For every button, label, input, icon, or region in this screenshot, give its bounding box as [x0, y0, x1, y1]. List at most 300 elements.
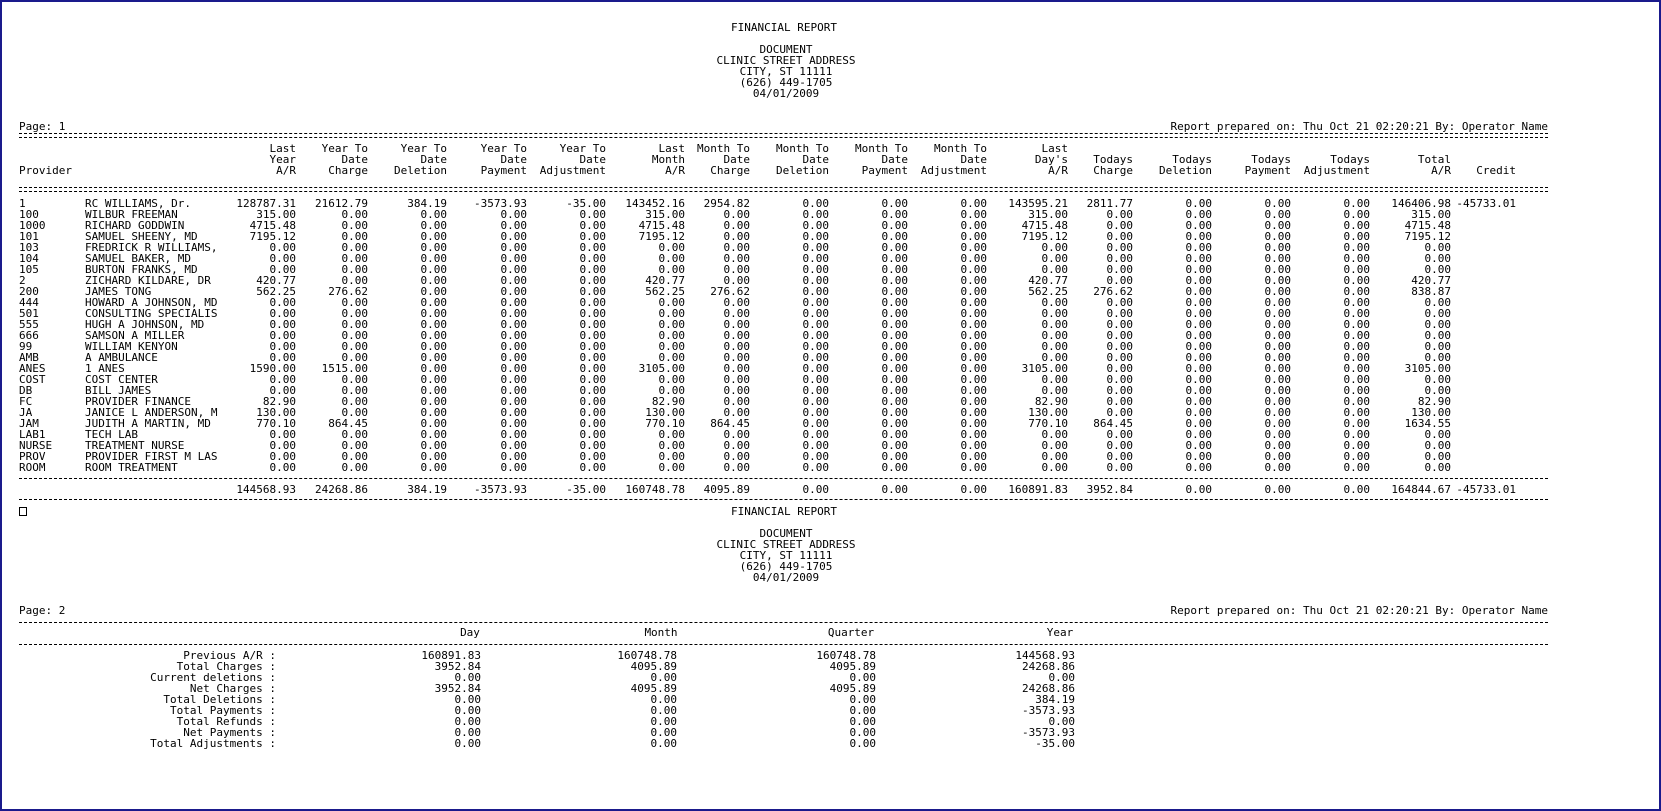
- table-cell: 0.00: [269, 307, 296, 320]
- prepared-on: Report prepared on: Thu Oct 21 02:20:21 By: Operator Name: [1170, 604, 1548, 617]
- table-cell: 0.00: [500, 241, 527, 254]
- column-header-line: Last: [269, 142, 296, 155]
- summary-cell: -3573.93: [1022, 704, 1075, 717]
- table-cell: 0.00: [1185, 230, 1212, 243]
- table-cell: 0.00: [420, 296, 447, 309]
- table-cell: 0.00: [1424, 450, 1451, 463]
- column-header-line: Year To: [321, 142, 368, 155]
- table-cell: 0.00: [960, 219, 987, 232]
- provider-code: 1: [19, 197, 26, 210]
- table-cell: 0.00: [1185, 384, 1212, 397]
- table-cell: 0.00: [658, 461, 685, 474]
- table-cell: 420.77: [645, 274, 685, 287]
- table-cell: 0.00: [723, 439, 750, 452]
- table-cell: 0.00: [500, 450, 527, 463]
- table-cell: -35.00: [566, 197, 606, 210]
- provider-name: TREATMENT NURSE: [85, 439, 185, 452]
- summary-cell: 0.00: [1048, 671, 1075, 684]
- table-cell: 0.00: [1106, 340, 1133, 353]
- table-cell: 0.00: [579, 208, 606, 221]
- table-cell: 0.00: [723, 296, 750, 309]
- table-cell: 0.00: [269, 439, 296, 452]
- table-cell: 0.00: [1424, 307, 1451, 320]
- header-line-address: CLINIC STREET ADDRESS: [716, 538, 856, 551]
- table-cell: 0.00: [1343, 395, 1370, 408]
- summary-column-header: Quarter: [827, 626, 875, 639]
- provider-name: ROOM TREATMENT: [85, 461, 178, 474]
- table-cell: 0.00: [802, 296, 829, 309]
- table-cell: 0.00: [881, 263, 908, 276]
- table-cell: 0.00: [1185, 197, 1212, 210]
- column-header-line: Todays: [1093, 153, 1133, 166]
- table-cell: 0.00: [658, 307, 685, 320]
- provider-code: DB: [19, 384, 33, 397]
- table-cell: 0.00: [960, 285, 987, 298]
- table-cell: 0.00: [723, 230, 750, 243]
- table-cell: 3105.00: [1404, 362, 1451, 375]
- table-cell: 0.00: [1106, 296, 1133, 309]
- column-header-line: Credit: [1476, 164, 1516, 177]
- table-cell: 0.00: [341, 439, 368, 452]
- table-cell: 276.62: [1093, 285, 1133, 298]
- table-cell: 0.00: [802, 351, 829, 364]
- table-cell: 0.00: [723, 274, 750, 287]
- table-cell: 128787.31: [236, 197, 296, 210]
- summary-cell: 4095.89: [829, 660, 876, 673]
- table-cell: 0.00: [1185, 340, 1212, 353]
- column-header-line: Deletion: [1159, 164, 1212, 177]
- table-cell: 0.00: [802, 285, 829, 298]
- table-cell: 0.00: [1343, 450, 1370, 463]
- provider-code: 501: [19, 307, 39, 320]
- table-cell: 0.00: [269, 384, 296, 397]
- provider-code: 104: [19, 252, 39, 265]
- table-cell: 0.00: [1424, 428, 1451, 441]
- column-header-line: Date: [420, 153, 447, 166]
- provider-code: 2: [19, 274, 26, 287]
- table-cell: 7195.12: [249, 230, 296, 243]
- total-cell: 0.00: [1185, 483, 1212, 496]
- provider-name: 1 ANES: [85, 362, 125, 375]
- total-cell: 384.19: [407, 483, 447, 496]
- table-cell: 0.00: [579, 461, 606, 474]
- table-cell: 0.00: [1343, 406, 1370, 419]
- header-line-address: CLINIC STREET ADDRESS: [716, 54, 856, 67]
- table-cell: 0.00: [1041, 351, 1068, 364]
- table-cell: 0.00: [881, 362, 908, 375]
- table-cell: 315.00: [256, 208, 296, 221]
- table-cell: 21612.79: [315, 197, 368, 210]
- table-cell: 0.00: [579, 417, 606, 430]
- table-cell: 0.00: [960, 417, 987, 430]
- total-cell: 164844.67: [1391, 483, 1451, 496]
- table-cell: 0.00: [960, 329, 987, 342]
- table-cell: 0.00: [881, 461, 908, 474]
- column-header-line: Deletion: [394, 164, 447, 177]
- table-cell: 0.00: [723, 307, 750, 320]
- table-cell: 0.00: [658, 428, 685, 441]
- table-cell: 4715.48: [1021, 219, 1068, 232]
- table-cell: 0.00: [1343, 461, 1370, 474]
- table-cell: 0.00: [1264, 406, 1291, 419]
- table-cell: 82.90: [262, 395, 296, 408]
- table-cell: 276.62: [710, 285, 750, 298]
- table-cell: 384.19: [407, 197, 447, 210]
- table-cell: 0.00: [500, 461, 527, 474]
- table-cell: 315.00: [1411, 208, 1451, 221]
- total-cell: 0.00: [881, 483, 908, 496]
- total-cell: 0.00: [802, 483, 829, 496]
- table-cell: 0.00: [341, 373, 368, 386]
- table-cell: 0.00: [1106, 406, 1133, 419]
- report-title-page2: FINANCIAL REPORT: [731, 505, 837, 518]
- table-cell: 0.00: [1343, 285, 1370, 298]
- table-cell: 0.00: [881, 395, 908, 408]
- table-cell: 0.00: [658, 318, 685, 331]
- table-cell: 0.00: [1343, 340, 1370, 353]
- table-cell: 4715.48: [1404, 219, 1451, 232]
- table-cell: 0.00: [1264, 230, 1291, 243]
- provider-code: 99: [19, 340, 33, 353]
- table-cell: 0.00: [1041, 318, 1068, 331]
- table-cell: 0.00: [1106, 230, 1133, 243]
- table-cell: 0.00: [1106, 362, 1133, 375]
- table-cell: 3105.00: [1021, 362, 1068, 375]
- table-cell: 0.00: [881, 439, 908, 452]
- table-cell: 0.00: [1185, 318, 1212, 331]
- table-cell: 315.00: [645, 208, 685, 221]
- table-cell: 0.00: [500, 263, 527, 276]
- column-header-line: Adjustment: [920, 164, 987, 177]
- table-cell: 0.00: [723, 428, 750, 441]
- table-cell: 0.00: [1185, 417, 1212, 430]
- table-cell: 0.00: [1424, 296, 1451, 309]
- provider-code: 555: [19, 318, 39, 331]
- table-cell: 0.00: [420, 219, 447, 232]
- table-cell: 0.00: [1264, 329, 1291, 342]
- provider-name: TECH LAB: [85, 428, 138, 441]
- table-cell: 0.00: [960, 406, 987, 419]
- table-cell: 0.00: [1424, 318, 1451, 331]
- table-cell: 0.00: [579, 428, 606, 441]
- table-cell: 0.00: [1041, 450, 1068, 463]
- provider-name: COST CENTER: [85, 373, 158, 386]
- table-cell: 0.00: [420, 417, 447, 430]
- column-header-line: Charge: [710, 164, 750, 177]
- table-cell: 0.00: [723, 318, 750, 331]
- column-header-line: Last: [658, 142, 685, 155]
- provider-name: JAMES TONG: [85, 285, 152, 298]
- table-cell: 0.00: [1343, 329, 1370, 342]
- table-cell: 130.00: [256, 406, 296, 419]
- table-cell: 0.00: [960, 208, 987, 221]
- table-cell: 0.00: [1424, 439, 1451, 452]
- table-cell: 420.77: [1411, 274, 1451, 287]
- summary-cell: 0.00: [650, 726, 677, 739]
- page-number: Page: 2: [19, 604, 66, 617]
- table-cell: 0.00: [802, 241, 829, 254]
- table-cell: 0.00: [500, 439, 527, 452]
- table-cell: 0.00: [1264, 274, 1291, 287]
- summary-cell: 0.00: [849, 737, 876, 750]
- table-cell: 0.00: [579, 307, 606, 320]
- summary-column-header: Year: [1046, 626, 1074, 639]
- table-cell: 420.77: [1028, 274, 1068, 287]
- table-cell: 7195.12: [1404, 230, 1451, 243]
- table-cell: 0.00: [420, 351, 447, 364]
- provider-code: ANES: [19, 362, 46, 375]
- table-cell: 864.45: [328, 417, 368, 430]
- table-cell: 0.00: [500, 417, 527, 430]
- provider-name: PROVIDER FIRST M LAS: [85, 450, 218, 463]
- provider-name: BURTON FRANKS, MD: [85, 263, 198, 276]
- table-cell: 0.00: [802, 362, 829, 375]
- summary-row-label: Net Payments :: [183, 726, 276, 739]
- table-cell: 0.00: [500, 384, 527, 397]
- table-cell: 0.00: [1041, 263, 1068, 276]
- summary-row-label: Previous A/R :: [183, 649, 276, 662]
- table-cell: 143452.16: [625, 197, 685, 210]
- column-header-line: Todays: [1251, 153, 1291, 166]
- table-cell: 0.00: [960, 351, 987, 364]
- table-cell: 0.00: [1185, 252, 1212, 265]
- table-cell: 0.00: [960, 274, 987, 287]
- provider-code: JAM: [19, 417, 39, 430]
- table-cell: 0.00: [579, 230, 606, 243]
- column-header-line: Year To: [400, 142, 447, 155]
- table-cell: 0.00: [1106, 219, 1133, 232]
- table-cell: 0.00: [341, 384, 368, 397]
- table-cell: 0.00: [802, 340, 829, 353]
- table-cell: 0.00: [960, 252, 987, 265]
- column-header-line: Payment: [480, 164, 527, 177]
- table-cell: 0.00: [500, 318, 527, 331]
- table-cell: 0.00: [1264, 384, 1291, 397]
- table-cell: 315.00: [1028, 208, 1068, 221]
- table-cell: 562.25: [645, 285, 685, 298]
- table-cell: 0.00: [960, 362, 987, 375]
- table-cell: 0.00: [420, 384, 447, 397]
- table-cell: 0.00: [420, 252, 447, 265]
- table-cell: 0.00: [1343, 219, 1370, 232]
- table-cell: 0.00: [1343, 296, 1370, 309]
- table-cell: 0.00: [723, 241, 750, 254]
- table-cell: 0.00: [1264, 373, 1291, 386]
- table-cell: 0.00: [1343, 274, 1370, 287]
- table-cell: 0.00: [500, 362, 527, 375]
- table-cell: 0.00: [341, 351, 368, 364]
- summary-cell: 0.00: [454, 715, 481, 728]
- table-cell: 0.00: [579, 351, 606, 364]
- table-cell: 0.00: [341, 219, 368, 232]
- table-cell: 0.00: [500, 373, 527, 386]
- table-cell: 0.00: [723, 384, 750, 397]
- table-cell: 0.00: [1106, 450, 1133, 463]
- table-cell: 0.00: [1264, 219, 1291, 232]
- provider-code: 100: [19, 208, 39, 221]
- table-cell: 82.90: [651, 395, 685, 408]
- provider-name: FREDRICK R WILLIAMS,: [85, 241, 218, 254]
- table-cell: 0.00: [1185, 450, 1212, 463]
- table-cell: 0.00: [960, 395, 987, 408]
- table-cell: 0.00: [269, 329, 296, 342]
- table-cell: 0.00: [579, 450, 606, 463]
- table-cell: 562.25: [1028, 285, 1068, 298]
- table-cell: 838.87: [1411, 285, 1451, 298]
- summary-cell: 0.00: [650, 693, 677, 706]
- provider-name: RC WILLIAMS, Dr.: [85, 197, 191, 210]
- table-cell: 0.00: [1185, 329, 1212, 342]
- summary-cell: 0.00: [849, 671, 876, 684]
- table-cell: 0.00: [802, 230, 829, 243]
- table-cell: 0.00: [658, 439, 685, 452]
- table-cell: 0.00: [579, 219, 606, 232]
- provider-name: PROVIDER FINANCE: [85, 395, 191, 408]
- table-cell: 0.00: [802, 395, 829, 408]
- table-cell: 0.00: [881, 450, 908, 463]
- summary-cell: 0.00: [454, 726, 481, 739]
- table-cell: 0.00: [881, 351, 908, 364]
- summary-row-label: Total Adjustments :: [150, 737, 276, 750]
- provider-name: SAMUEL SHEENY, MD: [85, 230, 198, 243]
- table-cell: 0.00: [1424, 384, 1451, 397]
- table-cell: 0.00: [960, 450, 987, 463]
- table-cell: 0.00: [1185, 362, 1212, 375]
- column-header-line: A/R: [1048, 164, 1068, 177]
- column-header-line: Month: [651, 153, 685, 166]
- provider-code: 101: [19, 230, 39, 243]
- table-cell: 0.00: [1106, 329, 1133, 342]
- table-cell: 0.00: [1185, 274, 1212, 287]
- table-cell: 0.00: [881, 241, 908, 254]
- table-cell: 0.00: [341, 450, 368, 463]
- table-cell: 0.00: [1424, 263, 1451, 276]
- table-cell: 0.00: [500, 296, 527, 309]
- total-cell: -45733.01: [1456, 483, 1516, 496]
- provider-code: 1000: [19, 219, 46, 232]
- table-cell: 0.00: [802, 307, 829, 320]
- table-cell: 0.00: [420, 395, 447, 408]
- total-cell: 24268.86: [315, 483, 368, 496]
- table-cell: 7195.12: [638, 230, 685, 243]
- table-cell: 0.00: [1264, 307, 1291, 320]
- table-cell: 0.00: [269, 241, 296, 254]
- table-cell: 130.00: [1411, 406, 1451, 419]
- table-cell: 0.00: [1343, 373, 1370, 386]
- table-cell: 4715.48: [638, 219, 685, 232]
- table-cell: 0.00: [802, 197, 829, 210]
- table-cell: 0.00: [420, 285, 447, 298]
- table-cell: 0.00: [1185, 439, 1212, 452]
- provider-code: NURSE: [19, 439, 53, 452]
- table-cell: 0.00: [1041, 373, 1068, 386]
- table-cell: 864.45: [1093, 417, 1133, 430]
- column-header-line: Charge: [328, 164, 368, 177]
- column-header-line: Deletion: [776, 164, 829, 177]
- column-header-line: Year To: [559, 142, 606, 155]
- total-cell: -3573.93: [474, 483, 527, 496]
- summary-cell: 0.00: [849, 693, 876, 706]
- provider-name: RICHARD GODDWIN: [85, 219, 185, 232]
- table-cell: 0.00: [269, 373, 296, 386]
- table-cell: 0.00: [1185, 263, 1212, 276]
- provider-code: 200: [19, 285, 39, 298]
- total-cell: 3952.84: [1086, 483, 1133, 496]
- table-cell: 0.00: [579, 296, 606, 309]
- table-cell: 2954.82: [703, 197, 750, 210]
- table-cell: 0.00: [1041, 428, 1068, 441]
- summary-cell: 4095.89: [630, 682, 677, 695]
- table-cell: 0.00: [960, 373, 987, 386]
- provider-name: SAMSON A MILLER: [85, 329, 185, 342]
- column-header-line: Year To: [480, 142, 527, 155]
- table-cell: 0.00: [1041, 252, 1068, 265]
- table-cell: 0.00: [723, 263, 750, 276]
- provider-name: SAMUEL BAKER, MD: [85, 252, 191, 265]
- table-cell: 0.00: [579, 384, 606, 397]
- column-header-line: Month To: [776, 142, 829, 155]
- table-cell: 0.00: [341, 340, 368, 353]
- column-header-line: A/R: [276, 164, 296, 177]
- summary-cell: 160748.78: [617, 649, 677, 662]
- total-cell: 4095.89: [703, 483, 750, 496]
- table-cell: 0.00: [420, 340, 447, 353]
- table-cell: 0.00: [269, 450, 296, 463]
- table-cell: 0.00: [341, 307, 368, 320]
- provider-name: A AMBULANCE: [85, 351, 158, 364]
- summary-cell: 24268.86: [1022, 660, 1075, 673]
- summary-cell: 384.19: [1035, 693, 1075, 706]
- table-cell: 0.00: [723, 461, 750, 474]
- table-cell: 0.00: [1264, 340, 1291, 353]
- page-break-marker-icon: [19, 507, 27, 516]
- table-cell: 0.00: [723, 373, 750, 386]
- table-cell: 0.00: [1264, 197, 1291, 210]
- table-cell: 0.00: [723, 395, 750, 408]
- table-cell: 0.00: [1106, 439, 1133, 452]
- table-cell: 0.00: [1424, 252, 1451, 265]
- table-cell: 0.00: [723, 329, 750, 342]
- table-cell: 82.90: [1417, 395, 1451, 408]
- table-cell: 7195.12: [1021, 230, 1068, 243]
- table-cell: 0.00: [881, 417, 908, 430]
- table-cell: 0.00: [500, 395, 527, 408]
- page-number: Page: 1: [19, 120, 66, 133]
- table-cell: 1515.00: [321, 362, 368, 375]
- table-cell: 0.00: [420, 450, 447, 463]
- table-cell: 143595.21: [1008, 197, 1068, 210]
- summary-cell: 0.00: [1048, 715, 1075, 728]
- table-cell: 770.10: [645, 417, 685, 430]
- summary-cell: 3952.84: [434, 682, 481, 695]
- table-cell: 0.00: [723, 219, 750, 232]
- table-cell: 0.00: [881, 230, 908, 243]
- summary-cell: 144568.93: [1015, 649, 1075, 662]
- table-cell: 0.00: [881, 197, 908, 210]
- table-cell: 0.00: [1424, 340, 1451, 353]
- summary-cell: 0.00: [454, 693, 481, 706]
- table-cell: 0.00: [1264, 285, 1291, 298]
- table-cell: 0.00: [420, 362, 447, 375]
- table-cell: 0.00: [420, 406, 447, 419]
- table-cell: 0.00: [579, 395, 606, 408]
- column-header-line: Year: [269, 153, 296, 166]
- table-cell: 0.00: [1106, 351, 1133, 364]
- table-cell: 0.00: [881, 318, 908, 331]
- header-line-date: 04/01/2009: [752, 87, 820, 100]
- table-cell: 0.00: [341, 208, 368, 221]
- total-cell: 144568.93: [236, 483, 296, 496]
